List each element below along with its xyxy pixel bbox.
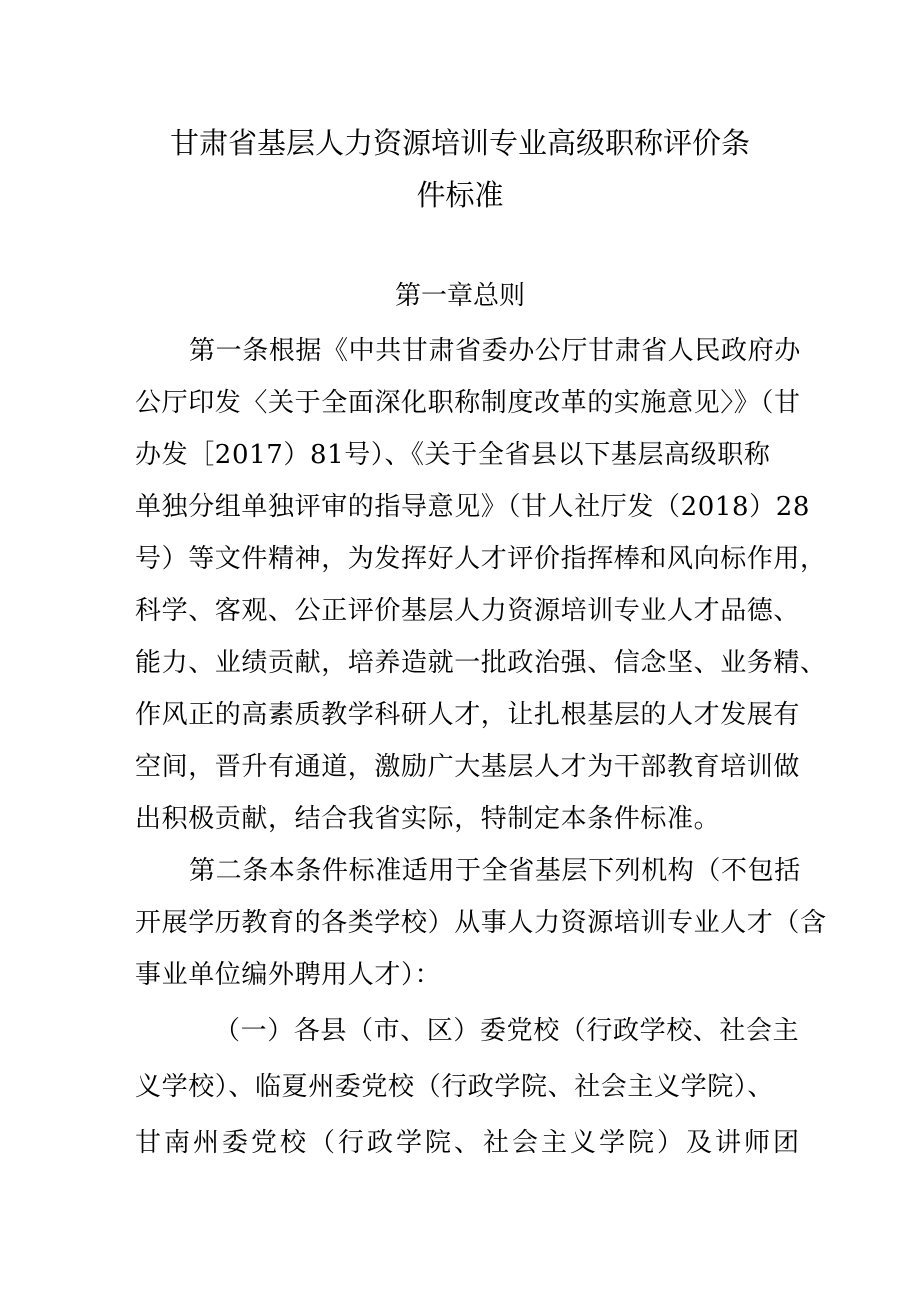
paragraph-line: 第二条本条件标准适用于全省基层下列机构（不包括 xyxy=(189,856,801,886)
paragraph-line: 公厅印发〈关于全面深化职称制度改革的实施意见〉》（甘 xyxy=(135,388,801,418)
paragraph-line: 能力、业绩贡献，培养造就一批政治强、信念坚、业务精、 xyxy=(135,648,827,678)
document-title-line-2: 件标准 xyxy=(416,178,504,212)
paragraph-line: 空间，晋升有通道，激励广大基层人才为干部教育培训做 xyxy=(135,752,801,782)
list-item-line: （一）各县（市、区）委党校（行政学校、社会主 xyxy=(214,1016,800,1046)
chapter-heading: 第一章总则 xyxy=(394,281,525,311)
paragraph-line: 办发［2017）81号）、《关于全省县以下基层高级职称 xyxy=(135,440,771,470)
paragraph-line: 第一条根据《中共甘肃省委办公厅甘肃省人民政府办 xyxy=(189,336,801,366)
paragraph-line: 单独分组单独评审的指导意见》（甘人社厅发（2018）28 xyxy=(135,492,811,522)
paragraph-line: 作风正的高素质教学科研人才，让扎根基层的人才发展有 xyxy=(135,700,801,730)
paragraph-line: 开展学历教育的各类学校）从事人力资源培训专业人才（含 xyxy=(135,908,827,938)
paragraph-line: 事业单位编外聘用人才）： xyxy=(135,960,442,990)
list-item-line: 义学校）、临夏州委党校（行政学院、社会主义学院）、 xyxy=(135,1072,775,1102)
list-item-line: 甘南州委党校（行政学院、社会主义学院）及讲师团 xyxy=(135,1128,803,1158)
paragraph-line: 出积极贡献，结合我省实际，特制定本条件标准。 xyxy=(135,804,721,834)
paragraph-line: 科学、客观、公正评价基层人力资源培训专业人才品德、 xyxy=(135,596,801,626)
paragraph-line: 号）等文件精神，为发挥好人才评价指挥棒和风向标作用， xyxy=(135,544,827,574)
document-title-line-1: 甘肃省基层人力资源培训专业高级职称评价条 xyxy=(169,126,750,160)
